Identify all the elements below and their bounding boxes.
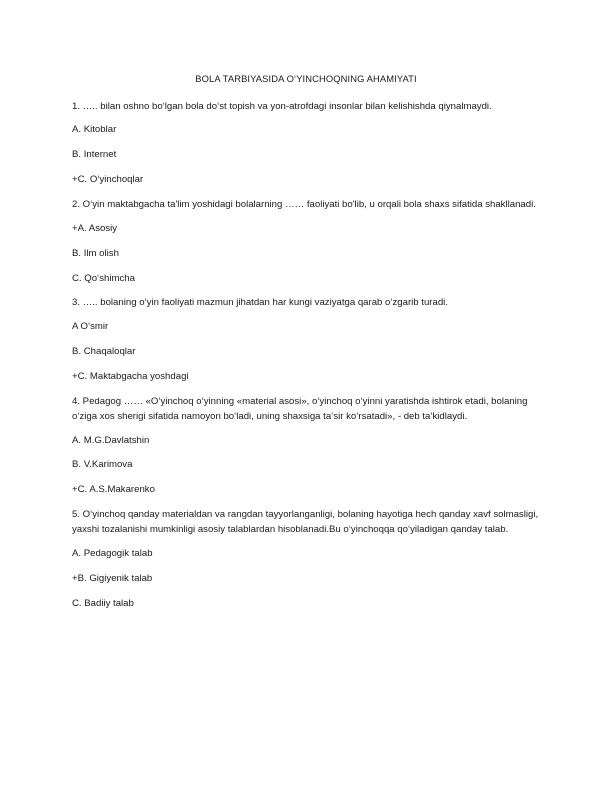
option-a: A O‘smir [72,321,109,333]
document-page [72,72,540,621]
question-text: 5. O‘yinchoq qanday materialdan va rangdan tayyorlanganligi, bolaning hayotiga hech qanday xavf solmasligi, yaxshi tozalanishi mumkinligi asosiy talablardan hisoblanadi.Bu o‘yinchoqqa qo‘yiladigan qanday talab. [72,509,539,536]
option-b: +B. Gigiyenik talab [72,572,153,584]
option-b: B. Chaqaloqlar [72,346,136,358]
question-block-4 [72,395,540,498]
question-block-1 [72,100,540,188]
option-c: +C. Maktabgacha yoshdagi [72,371,189,383]
question-block-3 [72,296,540,384]
option-a: +A. Asosiy [72,222,118,234]
option-c: C. Qo‘shimcha [72,272,135,284]
option-b: B. Internet [72,149,117,161]
question-text: 1. ….. bilan oshno bo‘lgan bola do‘st topish va yon-atrofdagi insonlar bilan kelishishda qiynalmaydi. [72,100,492,112]
question-block-5 [72,508,540,611]
question-block-2 [72,198,540,286]
document-title: BOLA TARBIYASIDA O‘YINCHOQNING AHAMIYATI [195,73,417,84]
option-c: +C. O‘yinchoqlar [72,174,144,186]
question-text: 3. ….. bolaning o‘yin faoliyati mazmun jihatdan har kungi vaziyatga qarab o‘zgarib turadi. [72,297,448,309]
question-text: 4. Pedagog …… «O‘yinchoq o‘yinning «material asosi», o‘yinchoq o‘yinni yaratishda ishtirok etadi, bolaning o‘ziga xos sherigi sifatida namoyon bo‘ladi, uning shaxsiga ta‘sir ko‘rsatadi», - deb ta‘kidlaydi. [72,395,528,422]
option-c: +C. A.S.Makarenko [72,484,155,496]
question-text: 2. O‘yin maktabgacha ta'lim yoshidagi bolalarning …… faoliyati bo'lib, u orqali bola shaxs sifatida shakllanadi. [72,199,536,211]
option-c: C. Badiiy talab [72,597,134,609]
option-a: A. M.G.Davlatshin [72,434,150,446]
option-a: A. Pedagogik talab [72,547,153,559]
option-b: B. V.Karimova [72,459,133,471]
option-a: A. Kitoblar [72,124,117,136]
option-b: B. Ilm olish [72,247,119,259]
